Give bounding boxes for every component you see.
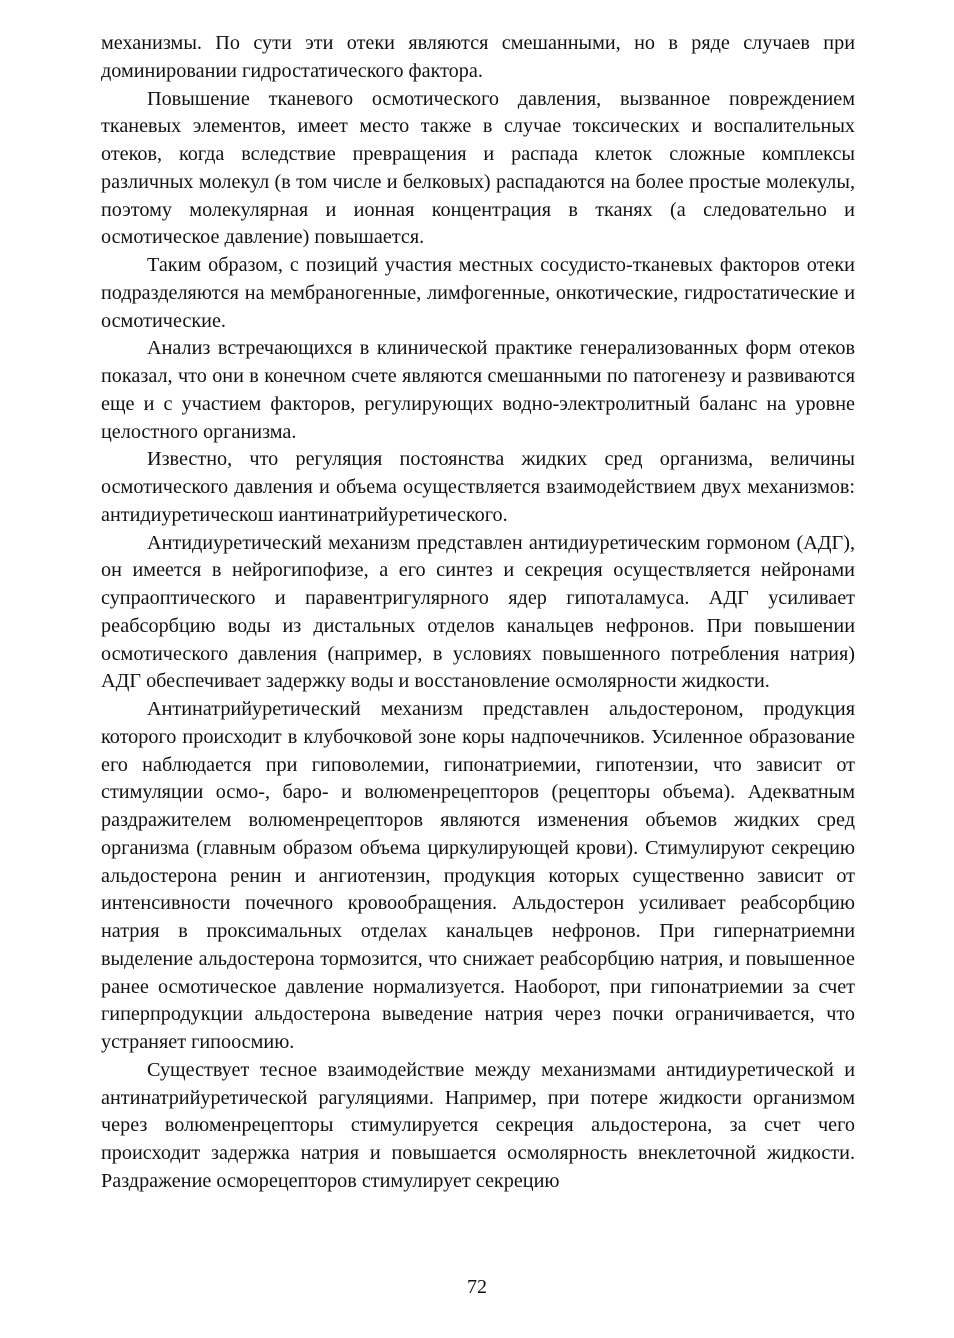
paragraph-mechanism-interaction: Существует тесное взаимодействие между механизмами антидиуретической и антинатрийуретической рагуляциями. Например, при потере жидкости организмом через волюменрецепторы стимулируется секреция альдостерона, за счет чего происходит задержка натрия и повышается осмолярность внеклеточной жидкости. Раздражение осморецепторов стимулирует секрецию: [101, 1058, 855, 1192]
paragraph-edema-classification: Таким образом, с позиций участия местных сосудисто-тканевых факторов отеки подразделяются на мембраногенные, лимфогенные, онкотические, гидростатические и осмотические.: [101, 254, 855, 332]
paragraph-regulation-mechanisms: Известно, что регуляция постоянства жидких сред организма, величины осмотического давления и объема осуществляется взаимодействием двух механизмов: антидиуретическош иантинатрийуретического.: [101, 448, 855, 526]
paragraph-antinatriuretic-mechanism: Антинатрийуретический механизм представлен альдостероном, продукция которого происходит в клубочковой зоне коры надпочечников. Усиленное образование его наблюдается при гиповолемии, гипонатриемии, гипотензии, что зависит от стимуляции осмо-, баро- и волюменрецепторов (рецепторы объема). Адекватным раздражителем волюменрецепторов являются изменения объемов жидких сред организма (главным образом объема циркулирующей крови). Стимулируют секрецию альдостерона ренин и ангиотензин, продукция которых существенно зависит от интенсивности почечного кровообращения. Альдостерон усиливает реабсорбцию натрия в проксимальных отделах канальцев нефронов. При гипернатриемни выделение альдостерона тормозится, что снижает реабсорбцию натрия, и повышенное ранее осмотическое давление нормализуется. Наоборот, при гипонатриемии за счет гиперпродукции альдостерона выведение натрия через почки ограничивается, что устраняет гипоосмию.: [101, 698, 855, 1053]
paragraph-antidiuretic-mechanism: Антидиуретический механизм представлен антидиуретическим гормоном (АДГ), он имеется в нейрогипофизе, а его синтез и секреция осуществляется нейронами супраоптического и паравентригулярного ядер гипоталамуса. АДГ усиливает реабсорбцию воды из дистальных отделов канальцев нефронов. При повышении осмотического давления (например, в условиях повышенного потребления натрия) АДГ обеспечивает задержку воды и восстановление осмолярности жидкости.: [101, 531, 855, 693]
page-number: 72: [467, 1276, 487, 1298]
paragraph-tissue-osmotic-pressure: Повышение тканевого осмотического давления, вызванное повреждением тканевых элементов, имеет место также в случае токсических и воспалительных отеков, когда вследствие превращения и распада клеток сложные комплексы различных молекул (в том числе и белковых) распадаются на более простые молекулы, поэтому молекулярная и ионная концентрация в тканях (а следовательно и осмотическое давление) повышается.: [101, 87, 855, 249]
paragraph-generalized-edema: Анализ встречающихся в клинической практике генерализованных форм отеков показал, что они в конечном счете являются смешанными по патогенезу и развиваются еще и с участием факторов, регулирующих водно-электролитный баланс на уровне целостного организма.: [101, 337, 855, 443]
paragraph-continuation: механизмы. По сути эти отеки являются смешанными, но в ряде случаев при доминировании гидростатического фактора.: [101, 32, 855, 82]
page-body: [101, 30, 855, 1196]
